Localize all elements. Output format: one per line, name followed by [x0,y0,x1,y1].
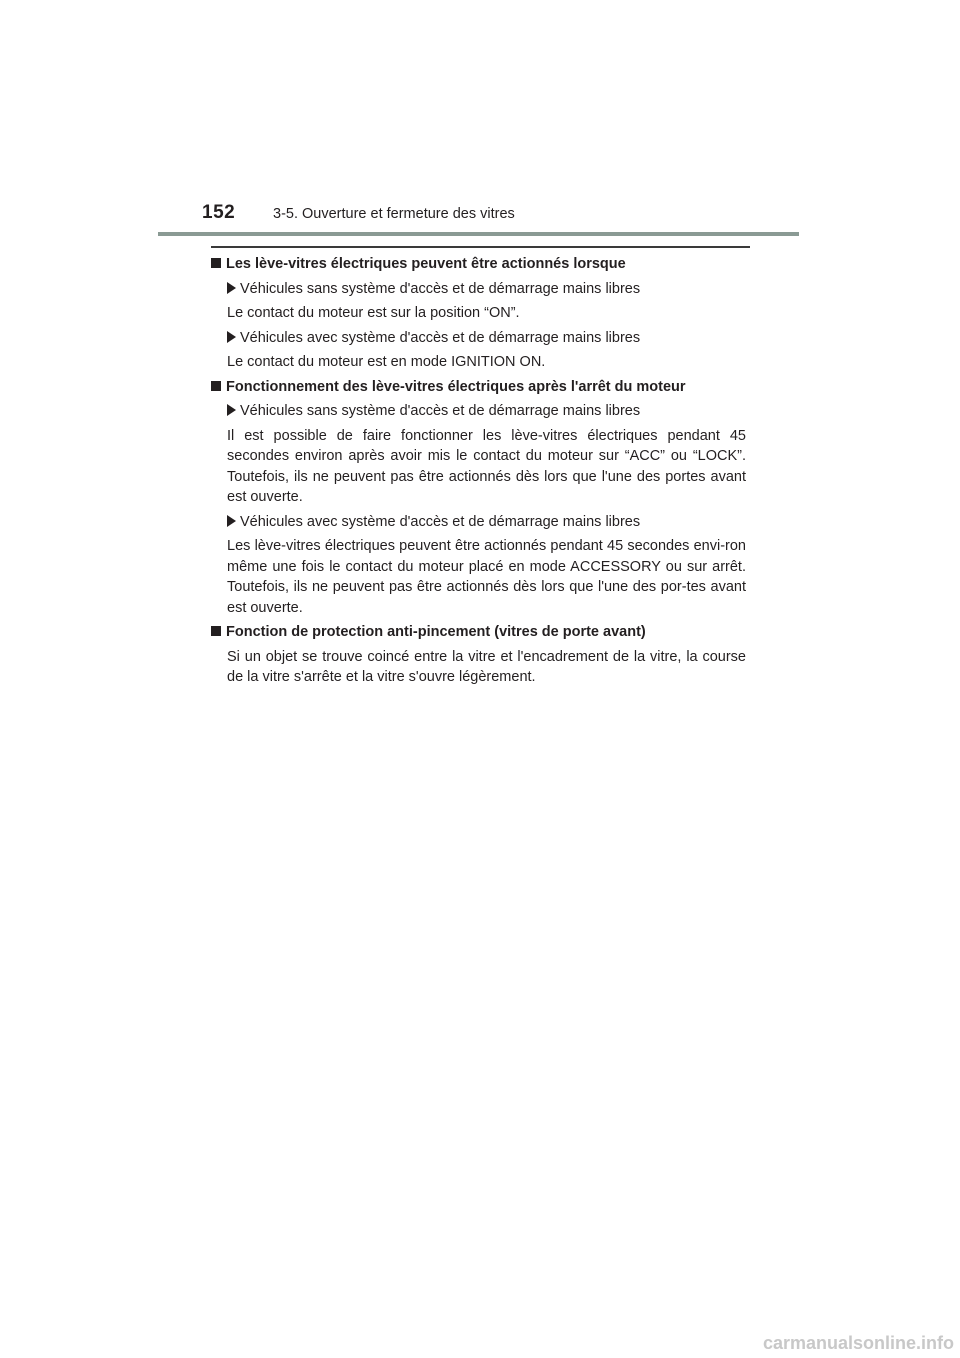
triangle-bullet-icon [227,515,236,527]
sub-bullet [227,401,746,422]
sub-bullet-text: Véhicules sans système d'accès et de démarrage mains libres [240,403,641,419]
sub-bullet [227,512,746,533]
section-heading-text: Les lève-vitres électriques peuvent être actionnés lorsque [226,256,626,272]
section-heading-text: Fonction de protection anti-pincement (vitres de porte avant) [226,624,646,640]
paragraph: Le contact du moteur est en mode IGNITION ON. [227,354,546,370]
square-bullet-icon [211,626,221,636]
section-heading [211,377,746,398]
square-bullet-icon [211,381,221,391]
sub-bullet-text: Véhicules sans système d'accès et de démarrage mains libres [240,280,641,297]
section-heading [211,254,746,275]
paragraph: Le contact du moteur est sur la position “ON”. [227,305,520,321]
paragraph: Il est possible de faire fonctionner les lève-vitres électriques pendant 45 secondes environ après avoir mis le contact du moteur sur “ACC” ou “LOCK”. Toutefois, ils ne peuvent pas être actionnés dès lors que l'une des portes avant est ouverte. [227,427,746,505]
square-bullet-icon [211,258,221,268]
page-number: 152 [202,202,236,223]
paragraph: Les lève-vitres électriques peuvent être actionnés pendant 45 secondes envi-ron même une fois le contact du moteur placé en mode ACCESSORY ou sur arrêt. Toutefois, ils ne peuvent pas être actionnés dès lors que l'une des por-tes avant est ouverte. [227,538,746,616]
paragraph: Si un objet se trouve coincé entre la vitre et l'encadrement de la vitre, la course de la vitre s'arrête et la vitre s'ouvre légèrement. [227,648,746,685]
section-rule [211,246,750,248]
triangle-bullet-icon [227,282,236,294]
content-body [211,254,746,692]
header-rule [158,232,799,236]
sub-bullet [227,279,746,300]
watermark-text: carmanualsonline.info [762,1333,954,1353]
section-heading-text: Fonctionnement des lève-vitres électriques après l'arrêt du moteur [226,378,686,395]
triangle-bullet-icon [227,331,236,343]
chapter-title: 3-5. Ouverture et fermeture des vitres [273,206,515,222]
sub-bullet [227,328,746,349]
sub-bullet-text: Véhicules avec système d'accès et de démarrage mains libres [240,329,641,346]
sub-bullet-text: Véhicules avec système d'accès et de démarrage mains libres [240,513,641,530]
triangle-bullet-icon [227,404,236,416]
section-heading [211,622,746,643]
